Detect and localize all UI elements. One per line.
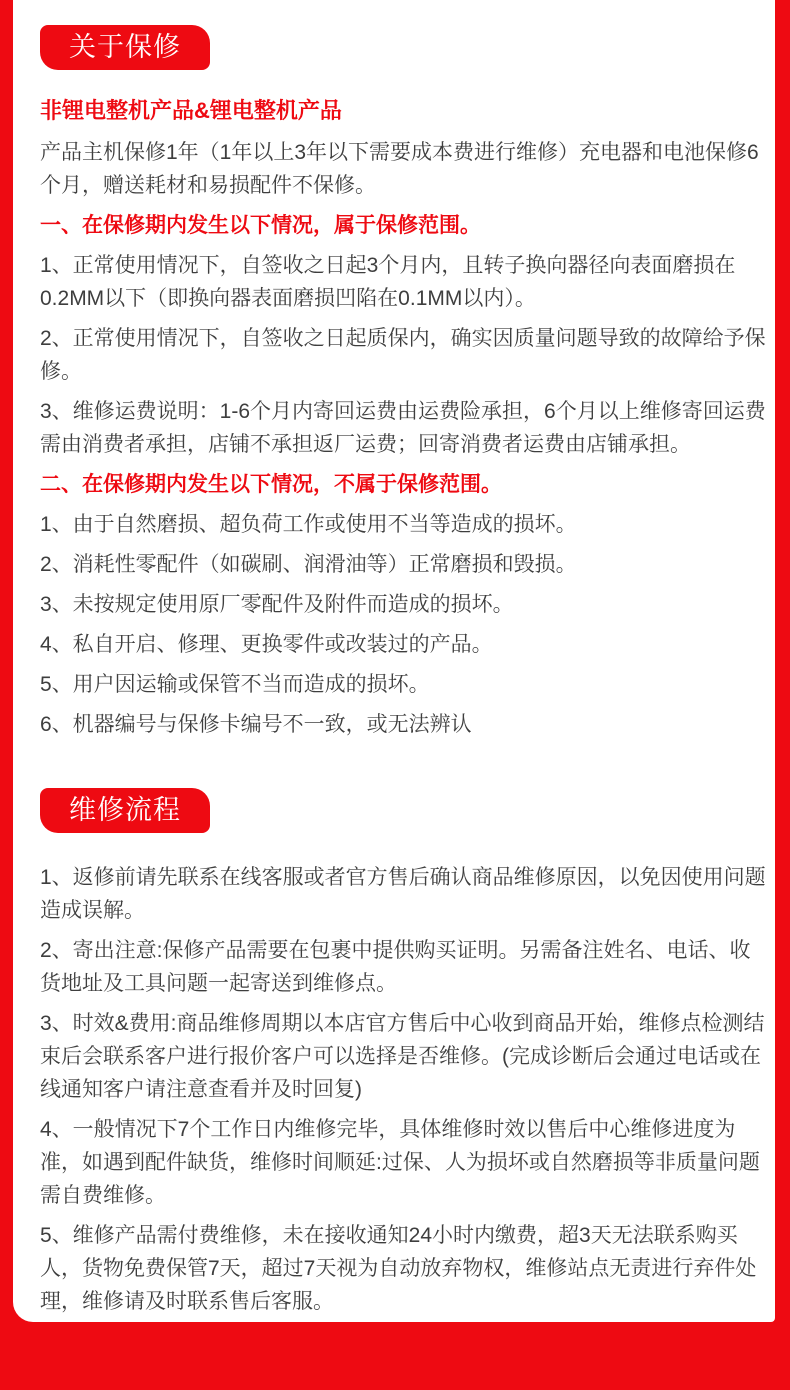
not-covered-item-4: 4、私自开启、修理、更换零件或改装过的产品。 — [40, 633, 493, 656]
warranty-intro-paragraph: 产品主机保修1年（1年以上3年以下需要成本费进行维修）充电器和电池保修6个月，赠送耗材和易损配件不保修。 — [40, 141, 759, 197]
warranty-section-badge — [40, 25, 210, 70]
product-category-subtitle: 非锂电整机产品&锂电整机产品 — [40, 98, 342, 123]
warranty-section-badge-label: 关于保修 — [69, 32, 181, 62]
covered-cases-heading: 一、在保修期内发生以下情况，属于保修范围。 — [40, 214, 481, 237]
not-covered-item-2: 2、消耗性零配件（如碳刷、润滑油等）正常磨损和毁损。 — [40, 553, 577, 576]
repair-process-badge — [40, 788, 210, 833]
content-card — [13, 0, 775, 1322]
repair-step-3: 3、时效&费用:商品维修周期以本店官方售后中心收到商品开始，维修点检测结束后会联系客户进行报价客户可以选择是否维修。(完成诊断后会通过电话或在线通知客户请注意查看并及时回复) — [40, 1012, 765, 1101]
repair-step-4: 4、一般情况下7个工作日内维修完毕，具体维修时效以售后中心维修进度为准，如遇到配件缺货，维修时间顺延:过保、人为损坏或自然磨损等非质量问题需自费维修。 — [40, 1118, 760, 1207]
not-covered-item-5: 5、用户因运输或保管不当而造成的损坏。 — [40, 673, 430, 696]
covered-item-3: 3、维修运费说明：1-6个月内寄回运费由运费险承担，6个月以上维修寄回运费需由消费者承担，店铺不承担返厂运费；回寄消费者运费由店铺承担。 — [40, 400, 766, 456]
not-covered-item-1: 1、由于自然磨损、超负荷工作或使用不当等造成的损坏。 — [40, 513, 577, 536]
covered-item-2: 2、正常使用情况下，自签收之日起质保内，确实因质量问题导致的故障给予保修。 — [40, 327, 766, 383]
repair-process-badge-label: 维修流程 — [69, 795, 181, 825]
not-covered-item-6: 6、机器编号与保修卡编号不一致，或无法辨认 — [40, 713, 472, 736]
repair-step-2: 2、寄出注意:保修产品需要在包裹中提供购买证明。另需备注姓名、电话、收货地址及工具问题一起寄送到维修点。 — [40, 939, 751, 995]
covered-item-1: 1、正常使用情况下，自签收之日起3个月内，且转子换向器径向表面磨损在0.2MM以下（即换向器表面磨损凹陷在0.1MM以内）。 — [40, 254, 736, 310]
not-covered-item-3: 3、未按规定使用原厂零配件及附件而造成的损坏。 — [40, 593, 514, 616]
not-covered-cases-heading: 二、在保修期内发生以下情况，不属于保修范围。 — [40, 473, 502, 496]
repair-step-5: 5、维修产品需付费维修，未在接收通知24小时内缴费，超3天无法联系购买人，货物免费保管7天，超过7天视为自动放弃物权，维修站点无责进行弃件处理，维修请及时联系售后客服。 — [40, 1224, 757, 1313]
repair-step-1: 1、返修前请先联系在线客服或者官方售后确认商品维修原因，以免因使用问题造成误解。 — [40, 866, 766, 922]
